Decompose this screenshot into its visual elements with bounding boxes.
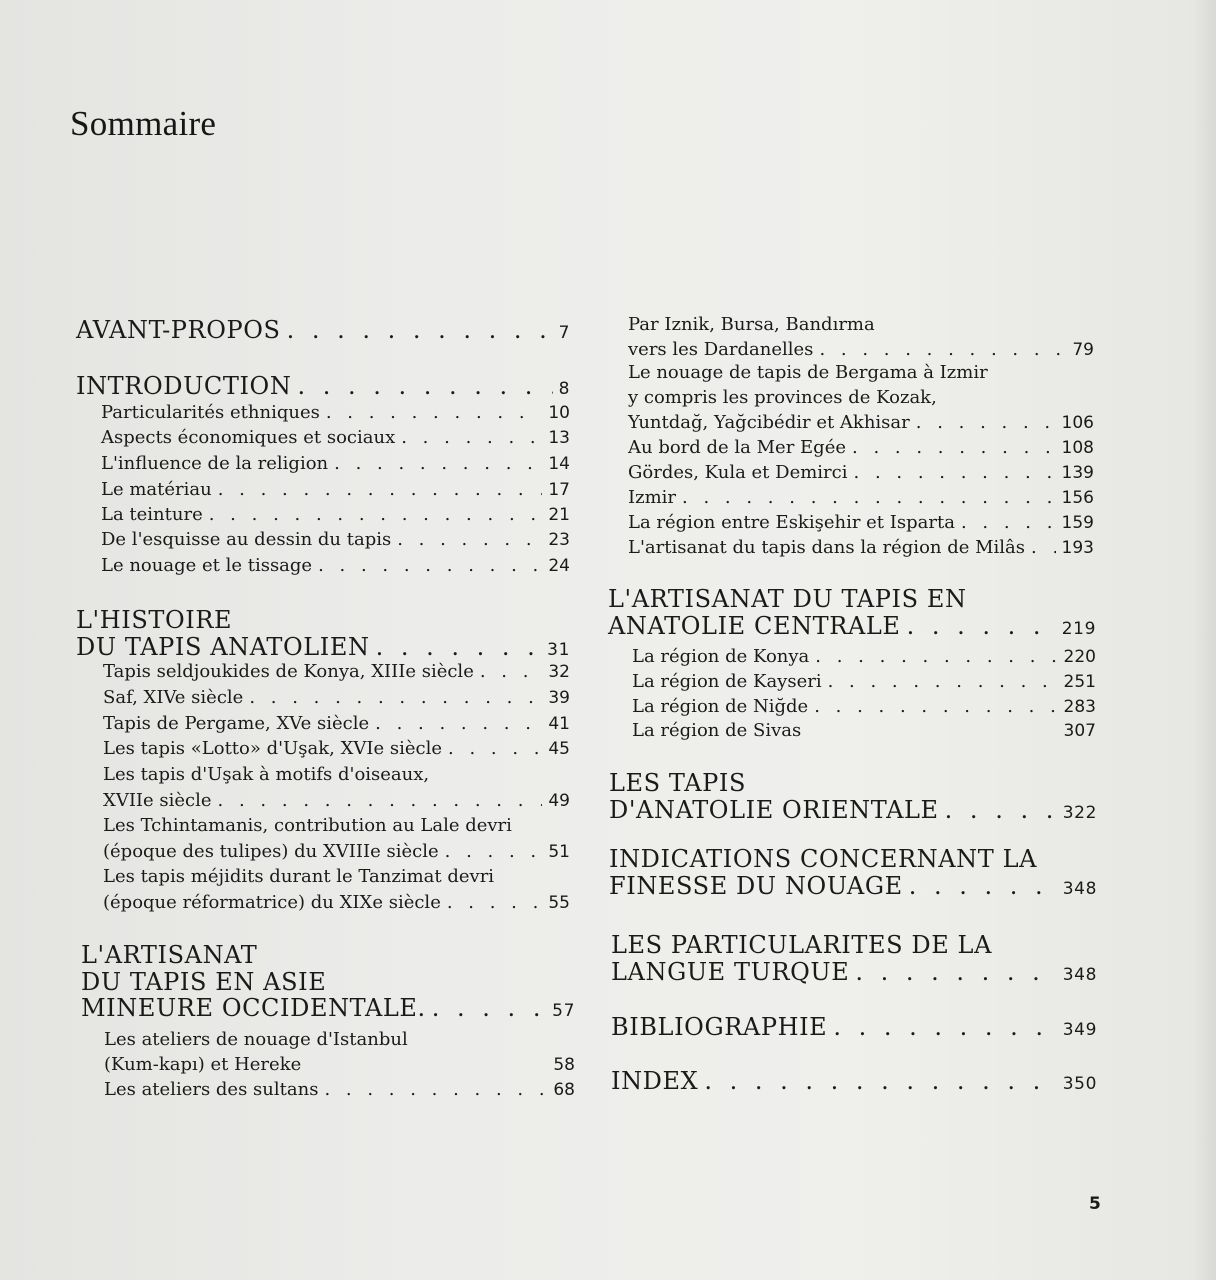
toc-subentry-label: vers les Dardanelles xyxy=(628,339,814,360)
toc-page-number: 322 xyxy=(1062,803,1097,823)
toc-subentry-label: Le nouage et le tissage xyxy=(101,555,313,576)
dot-leader xyxy=(814,698,1057,716)
toc-entry-artisanat-asie[interactable] xyxy=(81,996,575,1020)
toc-subentry-label: La région de Niğde xyxy=(632,696,809,717)
toc-heading-label: ANATOLIE CENTRALE xyxy=(608,612,901,640)
toc-page-number: 220 xyxy=(1063,647,1096,667)
toc-subentry-label: La teinture xyxy=(101,504,203,525)
toc-page-number: 49 xyxy=(548,791,570,811)
toc-subentry-label: Les tapis méjidits durant le Tanzimat devri xyxy=(103,866,495,887)
toc-page-number: 23 xyxy=(548,530,570,550)
toc-subentry[interactable] xyxy=(628,489,1094,507)
dot-leader xyxy=(828,673,1058,691)
toc-subentry-line xyxy=(103,868,570,886)
toc-subentry-label: Gördes, Kula et Demirci xyxy=(628,462,848,483)
dot-leader xyxy=(324,1081,547,1099)
dot-leader xyxy=(318,557,542,575)
toc-subentry-label: Les tapis «Lotto» d'Uşak, XVIe siècle xyxy=(103,738,443,759)
toc-heading-line xyxy=(609,847,1097,871)
toc-subentry[interactable] xyxy=(104,1081,575,1099)
toc-subentry[interactable] xyxy=(628,514,1094,532)
toc-entry-index[interactable] xyxy=(611,1069,1097,1093)
toc-page-number: 307 xyxy=(1063,721,1096,741)
toc-page-number: 8 xyxy=(558,379,570,399)
toc-heading-label: INDICATIONS CONCERNANT LA xyxy=(609,845,1038,873)
toc-subentry-label: La région entre Eskişehir et Isparta xyxy=(628,512,955,533)
toc-page-number: 159 xyxy=(1061,513,1094,533)
dot-leader xyxy=(447,894,543,912)
dot-leader xyxy=(704,1069,1056,1093)
dot-leader xyxy=(945,798,1057,822)
toc-subentry-label: Par Iznik, Bursa, Bandırma xyxy=(628,314,875,335)
dot-leader xyxy=(432,996,546,1020)
toc-subentry[interactable] xyxy=(101,531,570,549)
toc-subentry-line xyxy=(103,817,570,835)
toc-entry-introduction[interactable] xyxy=(76,374,570,398)
dot-leader xyxy=(852,439,1056,457)
toc-page-number: 51 xyxy=(548,842,570,862)
dot-leader xyxy=(855,960,1056,984)
toc-entry-bibliographie[interactable] xyxy=(611,1015,1097,1039)
toc-subentry[interactable] xyxy=(632,673,1096,691)
toc-subentry-label: Le nouage de tapis de Bergama à Izmir xyxy=(628,362,988,383)
toc-subentry[interactable] xyxy=(103,740,570,758)
dot-leader xyxy=(448,740,542,758)
toc-page-number: 7 xyxy=(558,323,570,343)
toc-page-number: 349 xyxy=(1062,1020,1097,1040)
toc-heading-line xyxy=(608,587,1096,611)
toc-subentry[interactable] xyxy=(101,429,570,447)
dot-leader xyxy=(218,792,543,810)
toc-page-number: 55 xyxy=(548,893,570,913)
toc-page-number: 24 xyxy=(548,556,570,576)
toc-subentry-label: Izmir xyxy=(628,487,677,508)
toc-subentry-label: Le matériau xyxy=(101,479,212,500)
toc-page-number: 68 xyxy=(553,1080,575,1100)
toc-subentry[interactable] xyxy=(103,792,570,810)
toc-heading-label: L'ARTISANAT xyxy=(81,941,258,969)
toc-heading-label: DU TAPIS EN ASIE xyxy=(81,968,327,996)
toc-heading-label: MINEURE OCCIDENTALE. xyxy=(81,994,426,1022)
toc-subentry-label: Les ateliers des sultans xyxy=(104,1079,319,1100)
toc-entry-particularites[interactable] xyxy=(611,960,1097,984)
dot-leader xyxy=(445,843,543,861)
toc-heading-line xyxy=(81,970,575,994)
toc-page-number: 219 xyxy=(1061,619,1096,639)
toc-subentry-line xyxy=(104,1031,575,1049)
toc-subentry-label: L'artisanat du tapis dans la région de Milâs xyxy=(628,537,1026,558)
toc-subentry-label: Les Tchintamanis, contribution au Lale devri xyxy=(103,815,512,836)
toc-page-number: 57 xyxy=(552,1001,575,1021)
toc-page-number: 108 xyxy=(1061,438,1094,458)
dot-leader xyxy=(961,514,1056,532)
toc-subentry-label: (Kum-kapı) et Hereke xyxy=(104,1054,302,1075)
toc-subentry-line xyxy=(103,766,570,784)
dot-leader xyxy=(397,531,542,549)
toc-subentry[interactable] xyxy=(103,663,570,681)
dot-leader xyxy=(815,648,1057,666)
toc-heading-label: DU TAPIS ANATOLIEN xyxy=(76,633,370,661)
page-number: 5 xyxy=(1089,1194,1101,1214)
toc-subentry[interactable] xyxy=(628,414,1094,432)
toc-heading-line xyxy=(609,771,1097,795)
toc-subentry[interactable] xyxy=(628,439,1094,457)
toc-subentry-label: Les tapis d'Uşak à motifs d'oiseaux, xyxy=(103,764,430,785)
dot-leader xyxy=(401,429,542,447)
toc-subentry-label: Les ateliers de nouage d'Istanbul xyxy=(104,1029,408,1050)
toc-heading-label: INDEX xyxy=(611,1067,699,1095)
toc-page-number: 10 xyxy=(548,403,570,423)
toc-heading-label: AVANT-PROPOS xyxy=(76,316,281,344)
toc-subentry[interactable] xyxy=(628,539,1094,557)
dot-leader xyxy=(209,506,543,524)
toc-page-number: 58 xyxy=(553,1055,575,1075)
toc-page-number: 106 xyxy=(1061,413,1094,433)
dot-leader xyxy=(833,1015,1056,1039)
toc-heading-label: FINESSE DU NOUAGE xyxy=(609,872,903,900)
toc-subentry-label: Yuntdağ, Yağcibédir et Akhisar xyxy=(628,412,910,433)
toc-subentry[interactable] xyxy=(103,715,570,733)
page-title: Sommaire xyxy=(70,104,217,143)
toc-entry-avant-propos[interactable] xyxy=(76,318,570,342)
toc-page-number: 21 xyxy=(548,505,570,525)
toc-page-number: 79 xyxy=(1072,340,1094,360)
dot-leader xyxy=(297,374,552,398)
toc-heading-label: D'ANATOLIE ORIENTALE xyxy=(609,796,939,824)
toc-subentry[interactable] xyxy=(101,404,570,422)
toc-subentry-label: Particularités ethniques xyxy=(101,402,320,423)
toc-subentry-label: y compris les provinces de Kozak, xyxy=(628,387,937,408)
toc-page-number: 283 xyxy=(1063,697,1096,717)
toc-page-number: 32 xyxy=(548,662,570,682)
toc-subentry[interactable] xyxy=(628,464,1094,482)
toc-subentry-line xyxy=(628,316,1094,334)
toc-page-number: 14 xyxy=(548,454,570,474)
dot-leader xyxy=(326,404,543,422)
toc-entry-histoire[interactable] xyxy=(76,635,570,659)
toc-heading-label: LANGUE TURQUE xyxy=(611,958,850,986)
toc-subentry-line xyxy=(628,389,1094,407)
dot-leader xyxy=(376,635,542,659)
toc-page-number: 156 xyxy=(1061,488,1094,508)
toc-subentry-label: (époque des tulipes) du XVIIIe siècle xyxy=(103,841,439,862)
toc-entry-indications[interactable] xyxy=(609,874,1097,898)
toc-page-number: 251 xyxy=(1063,672,1096,692)
dot-leader xyxy=(916,414,1056,432)
toc-subentry-label: De l'esquisse au dessin du tapis xyxy=(101,529,392,550)
toc-subentry-label: Tapis seldjoukides de Konya, XIIIe siècle xyxy=(103,661,474,682)
toc-subentry-label: La région de Sivas xyxy=(632,720,802,741)
dot-leader xyxy=(1031,539,1056,557)
toc-subentry[interactable] xyxy=(101,557,570,575)
toc-page-number: 17 xyxy=(548,480,570,500)
dot-leader xyxy=(249,689,542,707)
toc-page-number: 45 xyxy=(548,739,570,759)
toc-subentry[interactable] xyxy=(103,894,570,912)
dot-leader xyxy=(375,715,542,733)
toc-heading-line xyxy=(76,608,570,632)
toc-entry-orientale[interactable] xyxy=(609,798,1097,822)
toc-subentry-label: Aspects économiques et sociaux xyxy=(101,427,396,448)
toc-subentry[interactable] xyxy=(628,341,1094,359)
toc-subentry-label: Au bord de la Mer Egée xyxy=(628,437,847,458)
toc-page-number: 31 xyxy=(547,640,570,660)
toc-heading-label: L'ARTISANAT DU TAPIS EN xyxy=(608,585,967,613)
toc-subentry[interactable] xyxy=(632,648,1096,666)
toc-subentry[interactable] xyxy=(101,455,570,473)
toc-page-number: 348 xyxy=(1062,879,1097,899)
toc-subentry-label: XVIIe siècle xyxy=(103,790,212,811)
toc-subentry[interactable] xyxy=(103,843,570,861)
toc-heading-line xyxy=(81,943,575,967)
toc-subentry-label: La région de Konya xyxy=(632,646,810,667)
dot-leader xyxy=(907,614,1056,638)
dot-leader xyxy=(854,464,1056,482)
toc-subentry-label: L'influence de la religion xyxy=(101,453,329,474)
toc-subentry[interactable] xyxy=(632,722,1096,740)
toc-page-number: 139 xyxy=(1061,463,1094,483)
dot-leader xyxy=(334,455,542,473)
toc-subentry-label: La région de Kayseri xyxy=(632,671,822,692)
page-spine-shadow xyxy=(1192,0,1216,1280)
toc-subentry-line xyxy=(628,364,1094,382)
toc-heading-label: INTRODUCTION xyxy=(76,372,292,400)
toc-heading-label: LES TAPIS xyxy=(609,769,747,797)
toc-entry-anatolie-centrale[interactable] xyxy=(608,614,1096,638)
toc-subentry[interactable] xyxy=(101,481,570,499)
dot-leader xyxy=(218,481,543,499)
dot-leader xyxy=(819,341,1066,359)
dot-leader xyxy=(682,489,1056,507)
toc-subentry-label: Saf, XIVe siècle xyxy=(103,687,244,708)
dot-leader xyxy=(480,663,543,681)
toc-page-number: 348 xyxy=(1062,965,1097,985)
toc-page-number: 13 xyxy=(548,428,570,448)
toc-heading-label: LES PARTICULARITES DE LA xyxy=(611,931,993,959)
toc-page-number: 193 xyxy=(1061,538,1094,558)
toc-page-number: 350 xyxy=(1062,1074,1097,1094)
toc-subentry[interactable] xyxy=(632,698,1096,716)
toc-subentry-label: Tapis de Pergame, XVe siècle xyxy=(103,713,370,734)
toc-heading-label: BIBLIOGRAPHIE xyxy=(611,1013,828,1041)
toc-subentry[interactable] xyxy=(101,506,570,524)
toc-heading-line xyxy=(611,933,1097,957)
toc-subentry[interactable] xyxy=(103,689,570,707)
toc-page-number: 39 xyxy=(548,688,570,708)
dot-leader xyxy=(909,874,1057,898)
toc-page-number: 41 xyxy=(548,714,570,734)
toc-heading-label: L'HISTOIRE xyxy=(76,606,233,634)
dot-leader xyxy=(287,318,553,342)
toc-subentry-label: (époque réformatrice) du XIXe siècle xyxy=(103,892,441,913)
toc-subentry[interactable] xyxy=(104,1056,575,1074)
